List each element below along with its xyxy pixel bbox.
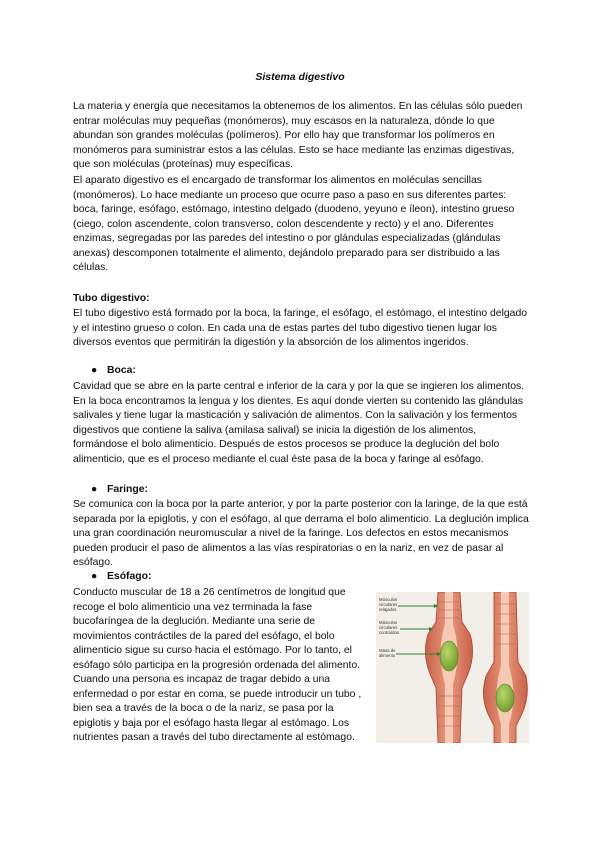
label-relaxed-line-1: Músculos	[379, 597, 398, 602]
paragraph-esofago: Conducto muscular de 18 a 26 centímetros de longitud que recoge el bolo alimenticio una vez terminada la fase bucofaríngea de la deglución. Mediante una serie de movimientos contráctiles de la pared del esófago, el bolo alimenticio sigue su curso hacia el estómago. Por lo tanto, el esófago sólo participa en la progresión ordenada del alimento. Cuando una persona es incapaz de tragar debido a una enfermedad o por estar en coma, se puede introducir un tubo , bien sea a través de la boca o de la nariz, se pasa por la epiglotis y baja por el esófago hasta llegar al estómago. Los nutrientes pasan a través del tubo directamente al estómago.	[73, 587, 362, 743]
label-relaxed-line-2: circulares	[379, 602, 398, 607]
bullet-icon: ●	[91, 365, 98, 376]
food-bolus-icon	[440, 641, 458, 671]
esophagus-right	[483, 592, 527, 743]
esophagus-peristalsis-figure	[376, 592, 529, 743]
esophagus-left	[425, 592, 472, 743]
label-bolus-line-1: Masa de	[379, 648, 396, 653]
bullet-icon: ●	[91, 484, 98, 495]
heading-boca	[91, 365, 136, 376]
document-title: Sistema digestivo	[255, 71, 345, 83]
paragraph-faringe: Se comunica con la boca por la parte anterior, y por la parte posterior con la laringe, de la que está separada por la epiglotis, y con el esófago, al que derrama el bolo alimenticio. La deglución implica una gran coordinación neuromuscular a nivel de la faringe. Los defectos en estos mecanismos pueden producir el paso de alimentos a las vías respiratorias o en la nariz, en vez de pasar al esófago.	[73, 499, 529, 568]
label-contracted-line-1: Músculos	[379, 620, 398, 625]
label-contracted-line-3: contraídos	[379, 630, 400, 635]
heading-esofago	[91, 571, 151, 582]
heading-faringe-label: Faringe:	[107, 484, 148, 495]
heading-boca-label: Boca:	[107, 365, 136, 376]
label-contracted-line-2: circulares	[379, 625, 398, 630]
label-relaxed-line-3: relajados	[379, 607, 397, 612]
paragraph-boca: Cavidad que se abre en la parte central e inferior de la cara y por la que se ingieren los alimentos. En la boca encontramos la lengua y los dientes. Es aquí donde vierten su contenido las glándulas salivales y tiene lugar la masticación y salivación de alimentos. Con la salivación y los fermentos digestivos que contiene la saliva (amilasa salival) se inicia la digestión de los alimentos, formándose el bolo alimenticio. Después de estos procesos se produce la deglución del bolo alimenticio, que es el proceso mediante el cual éste pasa de la boca y faringe al esófago.	[73, 381, 525, 465]
heading-esofago-label: Esófago:	[107, 571, 152, 582]
label-bolus-line-2: alimento	[379, 653, 396, 658]
esophagus-illustration	[376, 592, 529, 743]
paragraph-intro-1: La materia y energía que necesitamos la obtenemos de los alimentos. En las células sólo pueden entrar moléculas muy pequeñas (monómeros), muy escasos en la naturaleza, dónde lo que abundan son grandes moléculas (polímeros). Por ello hay que transformar los polímeros en monómeros para suministrar estos a las células. Esto se hace mediante las enzimas digestivas, que son moléculas (proteínas) muy específicas.	[73, 101, 523, 170]
bullet-icon: ●	[91, 571, 98, 582]
heading-tubo-digestivo: Tubo digestivo:	[73, 293, 150, 304]
heading-faringe	[91, 484, 148, 495]
paragraph-tubo-digestivo: El tubo digestivo está formado por la boca, la faringe, el esófago, el estómago, el intestino delgado y el intestino grueso o colon. En cada una de estas partes del tubo digestivo tienen lugar los diversos eventos que permitirán la digestión y la absorción de los alimentos ingeridos.	[73, 308, 528, 348]
food-bolus-icon	[496, 684, 514, 712]
paragraph-intro-2: El aparato digestivo es el encargado de transformar los alimentos en moléculas sencillas (monómeros). Lo hace mediante un proceso que ocurre paso a paso en sus diferentes partes: boca, faringe, esófago, estómago, intestino delgado (duodeno, yeyuno e íleon), intestino grueso (ciego, colon ascendente, colon transverso, colon descendente y recto) y el ano. Diferentes enzimas, segregadas por las paredes del intestino o por glándulas especializadas (glándulas anexas) descomponen totalmente el alimento, dejándolo preparado para ser distribuido a las células.	[73, 175, 515, 273]
